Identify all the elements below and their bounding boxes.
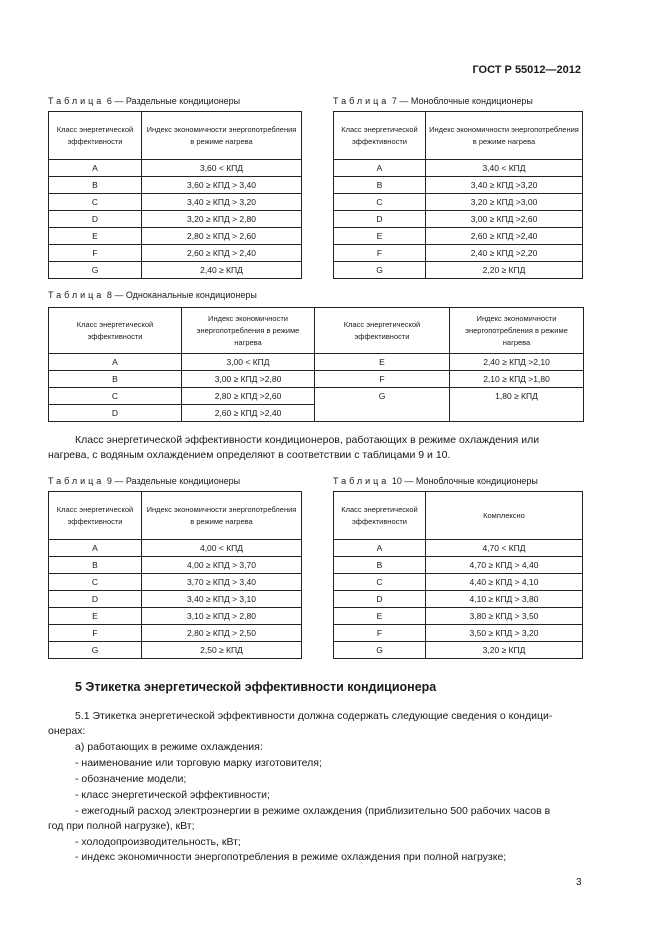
table-row — [49, 160, 302, 177]
table-7-cell: B — [334, 177, 426, 194]
table-10-cell: 3,80 ≥ КПД > 3,50 — [426, 608, 583, 625]
table-9-header-index: Индекс экономичности энергопотребления в режиме нагрева — [142, 492, 302, 540]
table-10-cell: 4,40 ≥ КПД > 4,10 — [426, 574, 583, 591]
table-8-cell: 2,80 ≥ КПД >2,60 — [182, 388, 315, 405]
table-7-cell: D — [334, 211, 426, 228]
list-item: - обозначение модели; — [75, 773, 187, 785]
list-item-continuation: год при полной нагрузке), кВт; — [48, 820, 195, 832]
caption-title: — Моноблочные кондиционеры — [404, 476, 538, 486]
table-6-cell: D — [49, 211, 142, 228]
table-8-cell: B — [49, 371, 182, 388]
table-6-header-index: Индекс экономичности энергопотребления в режиме нагрева — [142, 112, 302, 160]
caption-word: Таблица — [333, 96, 390, 106]
table-6-header-class: Класс энергетической эффективности — [49, 112, 142, 160]
table-row — [49, 245, 302, 262]
table-8-cell: 1,80 ≥ КПД — [450, 388, 584, 422]
table-row — [334, 557, 583, 574]
table-10-cell: A — [334, 540, 426, 557]
table-8-header-index-left: Индекс экономичности энергопотребления в режиме нагрева — [182, 308, 315, 354]
table-row — [334, 245, 583, 262]
table-8-cell: 3,00 ≥ КПД >2,80 — [182, 371, 315, 388]
table-row — [334, 177, 583, 194]
table-7-cell: E — [334, 228, 426, 245]
table-row — [334, 625, 583, 642]
table-9-cell: 3,40 ≥ КПД > 3,10 — [142, 591, 302, 608]
page-number: 3 — [576, 877, 582, 888]
table-row — [49, 608, 302, 625]
table-10-cell: D — [334, 591, 426, 608]
table-7-header-class: Класс энергетической эффективности — [334, 112, 426, 160]
document-header: ГОСТ Р 55012—2012 — [472, 64, 581, 76]
table-10-cell: 3,20 ≥ КПД — [426, 642, 583, 659]
table-row — [49, 591, 302, 608]
table-6-cell: 2,80 ≥ КПД > 2,60 — [142, 228, 302, 245]
table-9-cell: 3,70 ≥ КПД > 3,40 — [142, 574, 302, 591]
paragraph-water-line-2: нагрева, с водяным охлаждением определяют в соответствии с таблицами 9 и 10. — [48, 449, 451, 461]
table-10-body — [334, 540, 583, 659]
table-7-caption — [333, 96, 533, 106]
table-6-cell: 2,60 ≥ КПД > 2,40 — [142, 245, 302, 262]
list-item: - наименование или торговую марку изготовителя; — [75, 757, 322, 769]
table-8-cell: 2,60 ≥ КПД >2,40 — [182, 405, 315, 422]
table-10-cell: B — [334, 557, 426, 574]
caption-word: Таблица — [48, 290, 105, 300]
table-row — [49, 211, 302, 228]
table-row — [49, 540, 302, 557]
paragraph-5-1-line-2: онерах: — [48, 725, 86, 737]
caption-number: 6 — [106, 96, 112, 106]
table-9-cell: 3,10 ≥ КПД > 2,80 — [142, 608, 302, 625]
table-6-cell: F — [49, 245, 142, 262]
table-6-cell: 2,40 ≥ КПД — [142, 262, 302, 279]
table-6-cell: C — [49, 194, 142, 211]
table-10-cell: 4,70 < КПД — [426, 540, 583, 557]
table-10-cell: G — [334, 642, 426, 659]
table-6 — [48, 111, 302, 279]
table-8-cell: D — [49, 405, 182, 422]
table-9 — [48, 491, 302, 659]
table-6-caption — [48, 96, 240, 106]
table-row — [49, 642, 302, 659]
table-9-cell: A — [49, 540, 142, 557]
table-10-header-index: Комплексно — [426, 492, 583, 540]
table-8 — [48, 307, 584, 422]
table-6-cell: 3,20 ≥ КПД > 2,80 — [142, 211, 302, 228]
table-6-cell: 3,40 ≥ КПД > 3,20 — [142, 194, 302, 211]
table-10-cell: F — [334, 625, 426, 642]
table-7-cell: 3,40 ≥ КПД >3,20 — [426, 177, 583, 194]
table-9-cell: E — [49, 608, 142, 625]
table-9-cell: D — [49, 591, 142, 608]
list-item: - индекс экономичности энергопотребления в режиме охлаждения при полной нагрузке; — [75, 851, 507, 863]
table-10-cell: C — [334, 574, 426, 591]
table-7-cell: 3,40 < КПД — [426, 160, 583, 177]
table-8-cell: A — [49, 354, 182, 371]
table-6-cell: B — [49, 177, 142, 194]
table-9-cell: 4,00 ≥ КПД > 3,70 — [142, 557, 302, 574]
caption-title: — Моноблочные кондиционеры — [399, 96, 533, 106]
table-10-cell: 4,10 ≥ КПД > 3,80 — [426, 591, 583, 608]
table-6-body — [49, 160, 302, 279]
list-item: - холодопроизводительность, кВт; — [75, 836, 241, 848]
table-row — [334, 160, 583, 177]
table-10 — [333, 491, 583, 659]
table-row — [334, 262, 583, 279]
table-9-body — [49, 540, 302, 659]
paragraph-5-1-line-1: 5.1 Этикетка энергетической эффективности должна содержать следующие сведения о кондици- — [75, 710, 553, 722]
table-row — [334, 591, 583, 608]
table-7-cell: 2,20 ≥ КПД — [426, 262, 583, 279]
table-6-cell: 3,60 < КПД — [142, 160, 302, 177]
table-row — [334, 574, 583, 591]
list-heading-a: а) работающих в режиме охлаждения: — [75, 741, 263, 753]
section-heading: 5 Этикетка энергетической эффективности кондиционера — [75, 680, 437, 694]
table-10-cell: 3,50 ≥ КПД > 3,20 — [426, 625, 583, 642]
caption-word: Таблица — [48, 476, 105, 486]
table-10-cell: 4,70 ≥ КПД > 4,40 — [426, 557, 583, 574]
caption-word: Таблица — [48, 96, 105, 106]
table-7-cell: F — [334, 245, 426, 262]
list-item: - ежегодный расход электроэнергии в режиме охлаждения (приблизительно 500 рабочих часов в — [75, 805, 551, 817]
table-8-header-class-left: Класс энергетической эффективности — [49, 308, 182, 354]
table-6-cell: 3,60 ≥ КПД > 3,40 — [142, 177, 302, 194]
caption-number: 8 — [106, 290, 112, 300]
table-row — [49, 574, 302, 591]
table-9-cell: 2,80 ≥ КПД > 2,50 — [142, 625, 302, 642]
table-9-cell: 4,00 < КПД — [142, 540, 302, 557]
table-7-cell: G — [334, 262, 426, 279]
caption-number: 9 — [106, 476, 112, 486]
table-7-cell: 2,40 ≥ КПД >2,20 — [426, 245, 583, 262]
table-9-header-class: Класс энергетической эффективности — [49, 492, 142, 540]
table-row — [334, 194, 583, 211]
caption-title: — Раздельные кондиционеры — [114, 476, 241, 486]
table-row — [334, 211, 583, 228]
table-row — [49, 177, 302, 194]
table-9-cell: B — [49, 557, 142, 574]
table-8-cell: F — [315, 371, 450, 388]
table-row — [49, 228, 302, 245]
table-7-cell: A — [334, 160, 426, 177]
table-8-caption — [48, 290, 257, 300]
table-9-caption — [48, 476, 240, 486]
table-7-body — [334, 160, 583, 279]
table-row — [334, 608, 583, 625]
table-row — [334, 642, 583, 659]
table-7-cell: 3,20 ≥ КПД >3,00 — [426, 194, 583, 211]
table-9-cell: G — [49, 642, 142, 659]
table-8-header-index-right: Индекс экономичности энергопотребления в режиме нагрева — [450, 308, 584, 354]
table-7-header-index: Индекс экономичности энергопотребления в режиме нагрева — [426, 112, 583, 160]
table-8-cell: G — [315, 388, 450, 422]
table-10-caption — [333, 476, 538, 486]
table-7-cell: 2,60 ≥ КПД >2,40 — [426, 228, 583, 245]
table-8-cell: C — [49, 388, 182, 405]
table-6-cell: G — [49, 262, 142, 279]
table-row — [49, 557, 302, 574]
table-9-cell: 2,50 ≥ КПД — [142, 642, 302, 659]
caption-title: — Раздельные кондиционеры — [114, 96, 241, 106]
table-7-cell: 3,00 ≥ КПД >2,60 — [426, 211, 583, 228]
table-row — [49, 262, 302, 279]
paragraph-water-line-1: Класс энергетической эффективности кондиционеров, работающих в режиме охлаждения или — [75, 434, 540, 446]
table-8-cell: E — [315, 354, 450, 371]
caption-number: 10 — [391, 476, 402, 486]
caption-title: — Одноканальные кондиционеры — [114, 290, 257, 300]
table-8-cell: 2,10 ≥ КПД >1,80 — [450, 371, 584, 388]
list-item: - класс энергетической эффективности; — [75, 789, 270, 801]
table-row — [334, 540, 583, 557]
table-row — [49, 625, 302, 642]
caption-word: Таблица — [333, 476, 390, 486]
table-row — [334, 228, 583, 245]
table-10-cell: E — [334, 608, 426, 625]
table-9-cell: F — [49, 625, 142, 642]
table-7-cell: C — [334, 194, 426, 211]
table-8-cell: 3,00 < КПД — [182, 354, 315, 371]
table-8-header-class-right: Класс энергетической эффективности — [315, 308, 450, 354]
table-8-cell: 2,40 ≥ КПД >2,10 — [450, 354, 584, 371]
table-7 — [333, 111, 583, 279]
table-6-cell: E — [49, 228, 142, 245]
table-6-cell: A — [49, 160, 142, 177]
caption-number: 7 — [391, 96, 397, 106]
table-9-cell: C — [49, 574, 142, 591]
table-10-header-class: Класс энергетической эффективности — [334, 492, 426, 540]
table-row — [49, 194, 302, 211]
